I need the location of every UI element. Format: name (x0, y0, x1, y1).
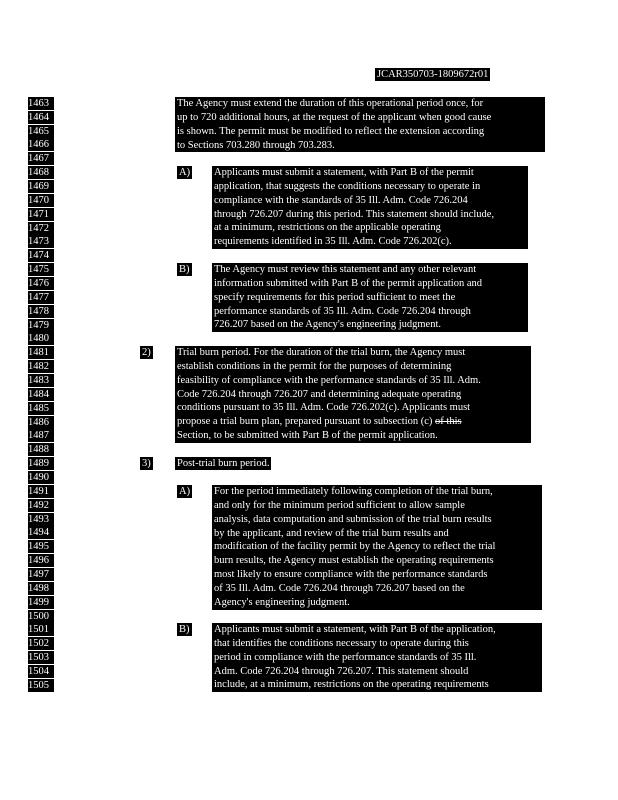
line-number: 1468 (28, 166, 54, 179)
text-line: The Agency must review this statement and any other relevant (214, 264, 477, 275)
text-line: establish conditions in the permit for the purposes of determining (177, 360, 452, 372)
section-marker: 2) (142, 347, 151, 358)
line-number: 1484 (28, 388, 54, 401)
text-line: and only for the minimum period sufficient to allow sample (214, 499, 465, 511)
text-line: by the applicant, and review of the trial burn results and (214, 527, 449, 539)
text-line: burn results, the Agency must establish the operating requirements (214, 555, 494, 567)
line-number: 1489 (28, 457, 54, 470)
section-marker: 3) (142, 458, 151, 469)
line-number: 1497 (28, 568, 54, 581)
text-line: to Sections 703.280 through 703.283. (177, 139, 335, 151)
paragraph-post-trial-statement (212, 623, 542, 692)
section-heading-post-trial-burn: Post-trial burn period. (177, 458, 270, 469)
line-number: 1491 (28, 485, 54, 498)
line-number: 1470 (28, 194, 54, 207)
text-line: of 35 Ill. Adm. Code 726.204 through 726.207 based on the (214, 582, 465, 594)
subsection-marker: A) (179, 167, 191, 178)
text-line: specify requirements for this period sufficient to meet the (214, 291, 456, 303)
text-line (177, 415, 529, 429)
text-line: For the period immediately following completion of the trial burn, (214, 486, 493, 497)
paragraph-statement-submission (212, 166, 528, 249)
text-line: most likely to ensure compliance with the performance standards (214, 569, 488, 581)
line-number: 1471 (28, 208, 54, 221)
line-number: 1487 (28, 429, 54, 442)
text-line: compliance with the standards of 35 Ill. Adm. Code 726.204 (214, 194, 468, 206)
line-number: 1480 (28, 332, 54, 345)
line-number: 1474 (28, 249, 54, 262)
text-line: modification of the facility permit by the Agency to reflect the trial (214, 541, 496, 553)
text-line: analysis, data computation and submission of the trial burn results (214, 513, 492, 525)
text-line: conditions pursuant to 35 Ill. Adm. Code 726.202(c). Applicants must (177, 402, 471, 414)
line-number: 1463 (28, 97, 54, 110)
line-number: 1485 (28, 402, 54, 415)
paragraph-operational-extension (175, 97, 545, 152)
text-line: performance standards of 35 Ill. Adm. Code 726.204 through (214, 305, 471, 317)
text-line: information submitted with Part B of the permit application and (214, 277, 482, 289)
line-number: 1467 (28, 152, 54, 165)
line-number: 1500 (28, 610, 54, 623)
line-number: 1481 (28, 346, 54, 359)
text-line: through 726.207 during this period. This statement should include, (214, 208, 495, 220)
line-number: 1492 (28, 499, 54, 512)
line-number: 1502 (28, 637, 54, 650)
text-line: up to 720 additional hours, at the request of the applicant when good cause (177, 111, 492, 123)
line-number: 1488 (28, 443, 54, 456)
line-number: 1493 (28, 513, 54, 526)
line-number: 1490 (28, 471, 54, 484)
line-number: 1475 (28, 263, 54, 276)
paragraph-agency-review (212, 263, 528, 332)
subsection-marker: A) (179, 486, 191, 497)
text-line: Agency's engineering judgment. (214, 596, 350, 608)
text-line: Applicants must submit a statement, with Part B of the permit (214, 167, 474, 178)
text-line: that identifies the conditions necessary to operate during this (214, 637, 469, 649)
line-number: 1504 (28, 665, 54, 678)
text-line: Adm. Code 726.204 through 726.207. This statement should (214, 665, 469, 677)
line-number: 1496 (28, 554, 54, 567)
line-number: 1466 (28, 138, 54, 151)
struck-text: of this (435, 416, 462, 428)
line-number: 1477 (28, 291, 54, 304)
text-line: application, that suggests the conditions necessary to operate in (214, 180, 481, 192)
text-line: period in compliance with the performance standards of 35 Ill. (214, 651, 477, 663)
line-number: 1495 (28, 540, 54, 553)
line-number: 1499 (28, 596, 54, 609)
text-line: 726.207 based on the Agency's engineering judgment. (214, 319, 442, 331)
text-segment: propose a trial burn plan, prepared pursuant to subsection (c) (177, 416, 433, 428)
subsection-marker: B) (179, 264, 190, 275)
line-number: 1469 (28, 180, 54, 193)
document-id-header: JCAR350703-1809672r01 (377, 69, 489, 80)
paragraph-trial-burn-period (175, 346, 531, 443)
line-number: 1486 (28, 416, 54, 429)
line-number: 1483 (28, 374, 54, 387)
line-number: 1478 (28, 305, 54, 318)
text-line: requirements identified in 35 Ill. Adm. Code 726.202(c). (214, 236, 452, 248)
line-number: 1501 (28, 623, 54, 636)
line-number: 1473 (28, 235, 54, 248)
text-line: Section, to be submitted with Part B of the permit application. (177, 430, 438, 442)
text-line: Code 726.204 through 726.207 and determining adequate operating (177, 388, 462, 400)
line-number: 1472 (28, 222, 54, 235)
subsection-marker: B) (179, 624, 190, 635)
text-line: at a minimum, restrictions on the applicable operating (214, 222, 441, 234)
line-number: 1498 (28, 582, 54, 595)
line-number: 1479 (28, 319, 54, 332)
line-number: 1494 (28, 526, 54, 539)
text-line: feasibility of compliance with the performance standards of 35 Ill. Adm. (177, 374, 481, 386)
line-number: 1503 (28, 651, 54, 664)
text-line: Trial burn period. For the duration of the trial burn, the Agency must (177, 347, 466, 358)
text-line: include, at a minimum, restrictions on the operating requirements (214, 679, 489, 691)
line-number: 1482 (28, 360, 54, 373)
text-line: Applicants must submit a statement, with Part B of the application, (214, 624, 496, 635)
line-number: 1505 (28, 679, 54, 692)
paragraph-post-trial-period (212, 485, 542, 610)
text-line: The Agency must extend the duration of this operational period once, for (177, 98, 484, 109)
line-number: 1465 (28, 125, 54, 138)
line-number: 1476 (28, 277, 54, 290)
line-number: 1464 (28, 111, 54, 124)
text-line: is shown. The permit must be modified to reflect the extension according (177, 125, 485, 137)
